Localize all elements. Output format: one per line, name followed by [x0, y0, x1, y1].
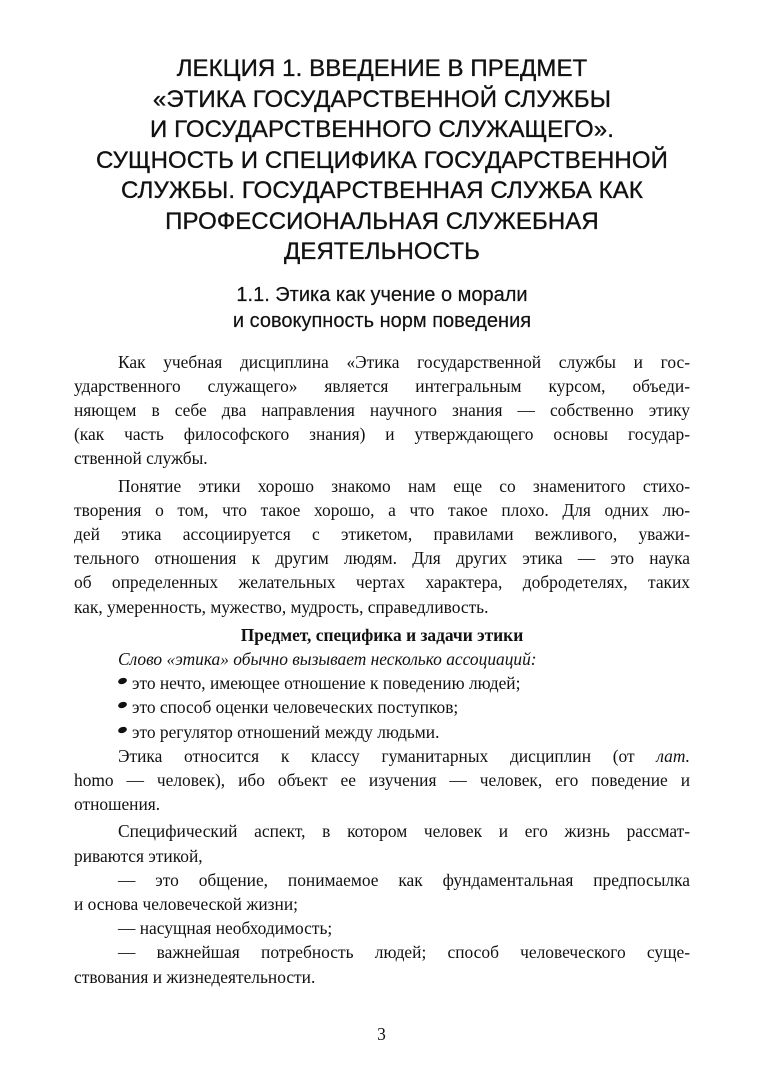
text-line: — это общение, понимаемое как фундаментальная предпосылка — [118, 869, 690, 890]
text-line: homo — человек), ибо объект ее изучения — человек, его поведение и — [74, 769, 690, 790]
bullet-list — [74, 671, 690, 744]
bullet-icon — [117, 725, 127, 733]
body-text — [74, 350, 690, 989]
text-line: дей этика ассоциируется с этикетом, правилами вежливого, уважи- — [74, 523, 690, 544]
list-item — [74, 671, 690, 695]
text-line: и основа человеческой жизни; — [74, 893, 298, 914]
paragraph-intro — [74, 350, 690, 471]
text-line: ударственного служащего» является интегральным курсом, объеди- — [74, 375, 690, 396]
chapter-title-line: ЛЕКЦИЯ 1. ВВЕДЕНИЕ В ПРЕДМЕТ — [176, 55, 588, 82]
text-line: няющем в себе два направления научного знания — собственно этику — [74, 399, 690, 420]
paragraph-humanities — [74, 744, 690, 817]
text-line: отношения. — [74, 794, 161, 815]
chapter-title-line: СУЩНОСТЬ И СПЕЦИФИКА ГОСУДАРСТВЕННОЙ — [96, 146, 668, 174]
text-line: творения о том, что такое хорошо, а что такое плохо. Для одних лю- — [74, 499, 690, 520]
text-line: как, умеренность, мужество, мудрость, справедливость. — [74, 596, 489, 617]
chapter-title-line: СЛУЖБЫ. ГОСУДАРСТВЕННАЯ СЛУЖБА КАК — [121, 177, 643, 204]
page-number: 3 — [377, 1024, 386, 1044]
paragraph-specific-aspect — [74, 819, 690, 867]
chapter-title — [74, 54, 690, 268]
page-content — [74, 54, 690, 989]
text-line: Специфический аспект, в котором человек и его жизнь рассмат- — [118, 821, 690, 842]
text-line: об определенных желательных чертах характера, добродетелях, таких — [74, 572, 690, 593]
chapter-title-line: И ГОСУДАРСТВЕННОГО СЛУЖАЩЕГО». — [149, 116, 614, 143]
bullet-icon — [117, 701, 127, 709]
italic-abbrev: лат. — [656, 745, 690, 766]
bullet-icon — [117, 677, 127, 685]
paragraph-ethics-concept — [74, 474, 690, 619]
text-line: Как учебная дисциплина «Этика государственной службы и гос- — [118, 351, 690, 372]
list-item-text: это регулятор отношений между людьми. — [132, 721, 440, 742]
text-line: (как часть философского знания) и утверждающего основы государ- — [74, 424, 690, 445]
section-title — [74, 282, 690, 334]
paragraph-need — [74, 940, 690, 988]
list-item-text: это нечто, имеющее отношение к поведению людей; — [132, 673, 521, 694]
text-line: ственной службы. — [74, 448, 208, 469]
text-line: — насущная необходимость; — [118, 918, 333, 939]
chapter-title-line: ДЕЯТЕЛЬНОСТЬ — [284, 238, 480, 265]
chapter-title-line: «ЭТИКА ГОСУДАРСТВЕННОЙ СЛУЖБЫ — [152, 85, 612, 113]
italic-intro: Слово «этика» обычно вызывает несколько ассоциаций: — [118, 648, 537, 669]
section-title-line: и совокупность норм поведения — [232, 309, 532, 332]
text-line: риваются этикой, — [74, 845, 203, 866]
text-line: тельного отношения к другим людям. Для других этика — это наука — [74, 548, 690, 569]
text-line: Понятие этики хорошо знакомо нам еще со знаменитого стихо- — [118, 475, 690, 496]
list-item — [74, 720, 690, 744]
paragraph-communication — [74, 868, 690, 916]
text-line — [74, 744, 690, 768]
chapter-title-line: ПРОФЕССИОНАЛЬНАЯ СЛУЖЕБНАЯ — [165, 207, 599, 235]
text-line: ствования и жизнедеятельности. — [74, 966, 316, 987]
list-item — [74, 695, 690, 719]
section-title-line: 1.1. Этика как учение о морали — [236, 283, 528, 306]
text-line: — важнейшая потребность людей; способ человеческого суще- — [118, 942, 690, 963]
subsection-heading: Предмет, специфика и задачи этики — [240, 624, 524, 645]
list-item-text: это способ оценки человеческих поступков; — [132, 697, 459, 718]
text-segment: Этика относится к классу гуманитарных дисциплин (от — [118, 745, 635, 766]
